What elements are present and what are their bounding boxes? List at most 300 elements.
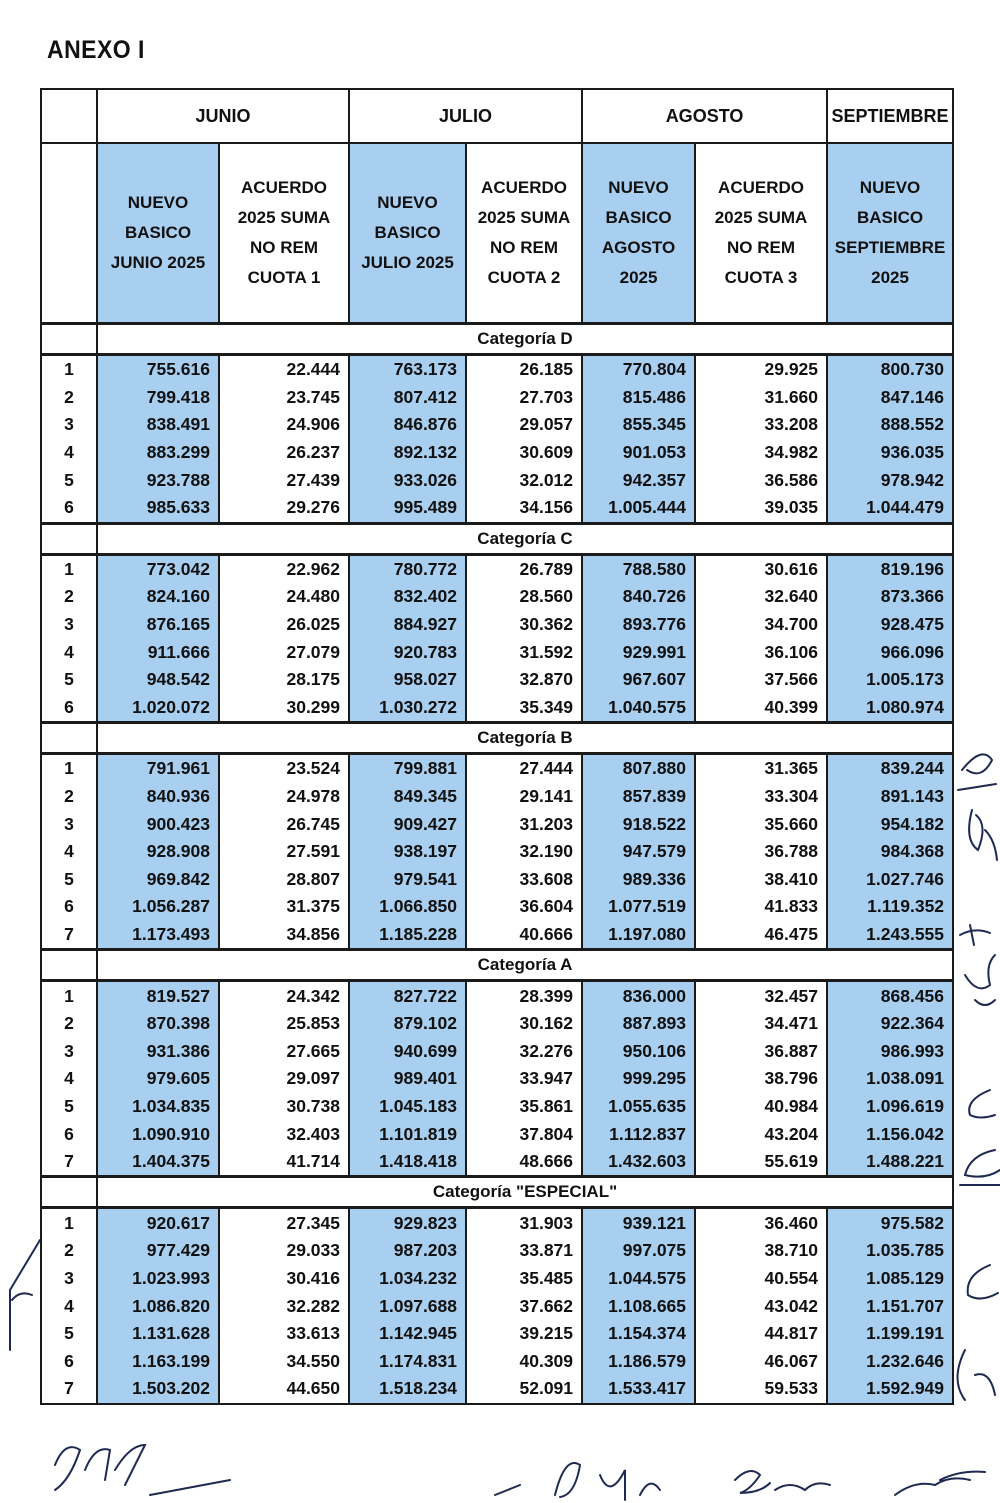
category-index-cell <box>41 1177 97 1208</box>
cell-cuota-1: 27.345 <box>219 1208 349 1237</box>
cell-cuota-2: 28.399 <box>466 981 582 1010</box>
cell-basico-julio: 799.881 <box>349 754 466 783</box>
cell-basico-agosto: 836.000 <box>582 981 695 1010</box>
cell-basico-agosto: 1.055.635 <box>582 1093 695 1121</box>
row-number: 7 <box>41 1148 97 1177</box>
cell-basico-agosto: 989.336 <box>582 866 695 894</box>
cell-cuota-1: 29.276 <box>219 494 349 523</box>
col-header-cuota-1: ACUERDO 2025 SUMA NO REM CUOTA 1 <box>219 143 349 324</box>
cell-basico-julio: 958.027 <box>349 666 466 694</box>
cell-cuota-1: 24.978 <box>219 783 349 811</box>
cell-basico-agosto: 942.357 <box>582 466 695 494</box>
cell-basico-junio: 920.617 <box>97 1208 219 1237</box>
cell-basico-julio: 933.026 <box>349 466 466 494</box>
cell-cuota-3: 46.067 <box>695 1347 827 1375</box>
row-number: 3 <box>41 810 97 838</box>
row-number: 5 <box>41 466 97 494</box>
table-row <box>41 783 953 811</box>
cell-basico-septiembre: 1.096.619 <box>827 1093 953 1121</box>
cell-basico-julio: 987.203 <box>349 1237 466 1265</box>
cell-cuota-2: 35.349 <box>466 694 582 723</box>
cell-cuota-2: 29.057 <box>466 411 582 439</box>
category-header-row <box>41 324 953 355</box>
cell-basico-julio: 979.541 <box>349 866 466 894</box>
row-number: 2 <box>41 583 97 611</box>
cell-cuota-2: 32.870 <box>466 666 582 694</box>
table-row <box>41 466 953 494</box>
cell-cuota-2: 29.141 <box>466 783 582 811</box>
cell-cuota-1: 44.650 <box>219 1375 349 1404</box>
cell-basico-agosto: 1.005.444 <box>582 494 695 523</box>
cell-basico-agosto: 1.432.603 <box>582 1148 695 1177</box>
cell-cuota-2: 37.804 <box>466 1120 582 1148</box>
cell-basico-junio: 1.020.072 <box>97 694 219 723</box>
cell-cuota-3: 36.788 <box>695 838 827 866</box>
cell-cuota-3: 34.982 <box>695 439 827 467</box>
cell-basico-junio: 883.299 <box>97 439 219 467</box>
table-row <box>41 981 953 1010</box>
row-number: 4 <box>41 439 97 467</box>
cell-basico-junio: 838.491 <box>97 411 219 439</box>
cell-basico-julio: 832.402 <box>349 583 466 611</box>
cell-basico-septiembre: 1.243.555 <box>827 921 953 950</box>
cell-cuota-1: 41.714 <box>219 1148 349 1177</box>
cell-cuota-3: 39.035 <box>695 494 827 523</box>
category-title: Categoría D <box>97 324 953 355</box>
cell-cuota-1: 23.745 <box>219 384 349 412</box>
cell-cuota-2: 32.276 <box>466 1037 582 1065</box>
cell-cuota-3: 59.533 <box>695 1375 827 1404</box>
cell-basico-septiembre: 1.080.974 <box>827 694 953 723</box>
cell-basico-junio: 876.165 <box>97 611 219 639</box>
table-row <box>41 1093 953 1121</box>
cell-cuota-1: 24.342 <box>219 981 349 1010</box>
cell-basico-septiembre: 986.993 <box>827 1037 953 1065</box>
category-header-row <box>41 523 953 554</box>
table-body <box>41 324 953 1404</box>
cell-basico-julio: 1.030.272 <box>349 694 466 723</box>
signature-bottom-3 <box>735 1471 830 1493</box>
cell-basico-agosto: 1.533.417 <box>582 1375 695 1404</box>
cell-cuota-3: 44.817 <box>695 1320 827 1348</box>
table-row <box>41 1037 953 1065</box>
cell-basico-julio: 1.097.688 <box>349 1292 466 1320</box>
cell-cuota-3: 30.616 <box>695 554 827 583</box>
cell-basico-septiembre: 1.005.173 <box>827 666 953 694</box>
cell-cuota-2: 37.662 <box>466 1292 582 1320</box>
cell-basico-septiembre: 954.182 <box>827 810 953 838</box>
cell-basico-septiembre: 975.582 <box>827 1208 953 1237</box>
corner-cell-sub <box>41 143 97 324</box>
row-number: 4 <box>41 1065 97 1093</box>
col-header-basico-junio: NUEVO BASICO JUNIO 2025 <box>97 143 219 324</box>
row-number: 3 <box>41 411 97 439</box>
cell-basico-junio: 1.173.493 <box>97 921 219 950</box>
cell-cuota-1: 30.299 <box>219 694 349 723</box>
category-header-row <box>41 1177 953 1208</box>
cell-basico-junio: 799.418 <box>97 384 219 412</box>
cell-basico-junio: 840.936 <box>97 783 219 811</box>
row-number: 6 <box>41 694 97 723</box>
cell-cuota-2: 30.162 <box>466 1010 582 1038</box>
cell-basico-agosto: 1.154.374 <box>582 1320 695 1348</box>
cell-basico-junio: 928.908 <box>97 838 219 866</box>
row-number: 1 <box>41 554 97 583</box>
cell-basico-agosto: 999.295 <box>582 1065 695 1093</box>
signature-left-1 <box>10 1240 40 1350</box>
category-index-cell <box>41 723 97 754</box>
table-row <box>41 754 953 783</box>
table-row <box>41 384 953 412</box>
cell-basico-agosto: 901.053 <box>582 439 695 467</box>
signature-right-3 <box>960 925 990 945</box>
cell-basico-agosto: 1.197.080 <box>582 921 695 950</box>
table-row <box>41 1347 953 1375</box>
cell-basico-septiembre: 1.038.091 <box>827 1065 953 1093</box>
cell-cuota-3: 31.660 <box>695 384 827 412</box>
cell-basico-julio: 1.418.418 <box>349 1148 466 1177</box>
row-number: 5 <box>41 1093 97 1121</box>
cell-basico-julio: 1.045.183 <box>349 1093 466 1121</box>
cell-basico-junio: 773.042 <box>97 554 219 583</box>
category-title: Categoría "ESPECIAL" <box>97 1177 953 1208</box>
cell-basico-junio: 791.961 <box>97 754 219 783</box>
cell-basico-septiembre: 1.027.746 <box>827 866 953 894</box>
row-number: 6 <box>41 494 97 523</box>
cell-cuota-3: 36.460 <box>695 1208 827 1237</box>
row-number: 6 <box>41 893 97 921</box>
table-row <box>41 439 953 467</box>
cell-basico-septiembre: 1.488.221 <box>827 1148 953 1177</box>
cell-basico-septiembre: 868.456 <box>827 981 953 1010</box>
cell-basico-julio: 909.427 <box>349 810 466 838</box>
cell-basico-julio: 1.185.228 <box>349 921 466 950</box>
cell-cuota-1: 26.745 <box>219 810 349 838</box>
cell-cuota-2: 39.215 <box>466 1320 582 1348</box>
table-row <box>41 1010 953 1038</box>
cell-basico-septiembre: 1.085.129 <box>827 1265 953 1293</box>
cell-basico-julio: 827.722 <box>349 981 466 1010</box>
corner-cell <box>41 89 97 143</box>
cell-basico-agosto: 1.044.575 <box>582 1265 695 1293</box>
cell-basico-agosto: 939.121 <box>582 1208 695 1237</box>
cell-cuota-3: 36.106 <box>695 638 827 666</box>
col-header-basico-julio: NUEVO BASICO JULIO 2025 <box>349 143 466 324</box>
cell-basico-agosto: 770.804 <box>582 355 695 384</box>
cell-basico-julio: 920.783 <box>349 638 466 666</box>
table-row <box>41 866 953 894</box>
table-row <box>41 666 953 694</box>
category-title: Categoría B <box>97 723 953 754</box>
cell-basico-septiembre: 928.475 <box>827 611 953 639</box>
table-row <box>41 838 953 866</box>
cell-cuota-2: 30.362 <box>466 611 582 639</box>
cell-cuota-1: 27.079 <box>219 638 349 666</box>
cell-cuota-3: 33.304 <box>695 783 827 811</box>
cell-cuota-2: 35.485 <box>466 1265 582 1293</box>
cell-basico-junio: 977.429 <box>97 1237 219 1265</box>
cell-basico-agosto: 807.880 <box>582 754 695 783</box>
table-row <box>41 1375 953 1404</box>
cell-basico-julio: 1.066.850 <box>349 893 466 921</box>
cell-cuota-3: 46.475 <box>695 921 827 950</box>
cell-cuota-1: 31.375 <box>219 893 349 921</box>
cell-cuota-2: 31.203 <box>466 810 582 838</box>
cell-basico-junio: 1.090.910 <box>97 1120 219 1148</box>
row-number: 4 <box>41 838 97 866</box>
cell-basico-junio: 1.163.199 <box>97 1347 219 1375</box>
cell-cuota-1: 34.856 <box>219 921 349 950</box>
cell-cuota-2: 26.185 <box>466 355 582 384</box>
cell-basico-agosto: 857.839 <box>582 783 695 811</box>
month-header-julio: JULIO <box>349 89 582 143</box>
cell-basico-septiembre: 1.592.949 <box>827 1375 953 1404</box>
category-index-cell <box>41 324 97 355</box>
row-number: 2 <box>41 783 97 811</box>
signature-bottom-4 <box>895 1472 985 1495</box>
cell-cuota-1: 23.524 <box>219 754 349 783</box>
cell-basico-julio: 938.197 <box>349 838 466 866</box>
signature-right-2 <box>969 810 997 860</box>
cell-basico-julio: 892.132 <box>349 439 466 467</box>
cell-cuota-3: 40.984 <box>695 1093 827 1121</box>
cell-basico-junio: 923.788 <box>97 466 219 494</box>
row-number: 2 <box>41 1237 97 1265</box>
table-row <box>41 583 953 611</box>
table-row <box>41 1065 953 1093</box>
cell-basico-agosto: 947.579 <box>582 838 695 866</box>
cell-cuota-2: 31.592 <box>466 638 582 666</box>
cell-basico-julio: 1.518.234 <box>349 1375 466 1404</box>
cell-basico-junio: 1.503.202 <box>97 1375 219 1404</box>
cell-cuota-2: 40.309 <box>466 1347 582 1375</box>
cell-basico-junio: 931.386 <box>97 1037 219 1065</box>
cell-basico-agosto: 918.522 <box>582 810 695 838</box>
cell-basico-julio: 780.772 <box>349 554 466 583</box>
cell-basico-junio: 1.023.993 <box>97 1265 219 1293</box>
cell-basico-septiembre: 888.552 <box>827 411 953 439</box>
signature-bottom-2 <box>495 1463 660 1500</box>
cell-cuota-2: 27.703 <box>466 384 582 412</box>
cell-cuota-3: 29.925 <box>695 355 827 384</box>
cell-cuota-3: 34.700 <box>695 611 827 639</box>
table-row <box>41 893 953 921</box>
cell-cuota-3: 34.471 <box>695 1010 827 1038</box>
cell-cuota-3: 55.619 <box>695 1148 827 1177</box>
cell-cuota-2: 33.608 <box>466 866 582 894</box>
cell-cuota-1: 29.033 <box>219 1237 349 1265</box>
cell-cuota-2: 32.012 <box>466 466 582 494</box>
table-row <box>41 1237 953 1265</box>
table-row <box>41 1208 953 1237</box>
cell-cuota-2: 33.947 <box>466 1065 582 1093</box>
row-number: 1 <box>41 1208 97 1237</box>
cell-basico-junio: 819.527 <box>97 981 219 1010</box>
cell-cuota-1: 22.444 <box>219 355 349 384</box>
cell-cuota-2: 34.156 <box>466 494 582 523</box>
cell-basico-junio: 1.404.375 <box>97 1148 219 1177</box>
cell-basico-junio: 969.842 <box>97 866 219 894</box>
category-header-row <box>41 723 953 754</box>
row-number: 3 <box>41 611 97 639</box>
category-index-cell <box>41 950 97 981</box>
cell-basico-septiembre: 922.364 <box>827 1010 953 1038</box>
cell-basico-agosto: 788.580 <box>582 554 695 583</box>
cell-basico-septiembre: 1.044.479 <box>827 494 953 523</box>
cell-cuota-1: 27.591 <box>219 838 349 866</box>
cell-basico-septiembre: 936.035 <box>827 439 953 467</box>
month-header-row <box>41 89 953 143</box>
cell-cuota-2: 31.903 <box>466 1208 582 1237</box>
cell-cuota-1: 29.097 <box>219 1065 349 1093</box>
cell-basico-septiembre: 839.244 <box>827 754 953 783</box>
cell-basico-junio: 1.086.820 <box>97 1292 219 1320</box>
cell-basico-agosto: 855.345 <box>582 411 695 439</box>
signature-right-8 <box>958 1350 996 1400</box>
cell-cuota-3: 35.660 <box>695 810 827 838</box>
cell-cuota-3: 36.887 <box>695 1037 827 1065</box>
cell-basico-julio: 995.489 <box>349 494 466 523</box>
cell-cuota-3: 31.365 <box>695 754 827 783</box>
cell-basico-junio: 985.633 <box>97 494 219 523</box>
row-number: 1 <box>41 981 97 1010</box>
cell-basico-septiembre: 873.366 <box>827 583 953 611</box>
cell-cuota-1: 32.282 <box>219 1292 349 1320</box>
cell-cuota-1: 22.962 <box>219 554 349 583</box>
cell-basico-septiembre: 819.196 <box>827 554 953 583</box>
cell-cuota-2: 28.560 <box>466 583 582 611</box>
cell-basico-julio: 763.173 <box>349 355 466 384</box>
col-header-basico-agosto: NUEVO BASICO AGOSTO 2025 <box>582 143 695 324</box>
cell-cuota-2: 33.871 <box>466 1237 582 1265</box>
row-number: 2 <box>41 1010 97 1038</box>
row-number: 6 <box>41 1347 97 1375</box>
cell-cuota-1: 27.439 <box>219 466 349 494</box>
cell-basico-julio: 1.034.232 <box>349 1265 466 1293</box>
row-number: 5 <box>41 666 97 694</box>
cell-cuota-2: 36.604 <box>466 893 582 921</box>
row-number: 4 <box>41 1292 97 1320</box>
cell-cuota-1: 25.853 <box>219 1010 349 1038</box>
cell-cuota-3: 38.796 <box>695 1065 827 1093</box>
category-index-cell <box>41 523 97 554</box>
cell-basico-julio: 989.401 <box>349 1065 466 1093</box>
cell-basico-septiembre: 1.119.352 <box>827 893 953 921</box>
cell-basico-septiembre: 1.035.785 <box>827 1237 953 1265</box>
cell-basico-agosto: 997.075 <box>582 1237 695 1265</box>
cell-basico-agosto: 1.077.519 <box>582 893 695 921</box>
col-header-cuota-3: ACUERDO 2025 SUMA NO REM CUOTA 3 <box>695 143 827 324</box>
table-row <box>41 411 953 439</box>
signature-right-5 <box>969 1090 995 1118</box>
row-number: 6 <box>41 1120 97 1148</box>
cell-cuota-3: 38.710 <box>695 1237 827 1265</box>
cell-basico-agosto: 967.607 <box>582 666 695 694</box>
col-header-cuota-2: ACUERDO 2025 SUMA NO REM CUOTA 2 <box>466 143 582 324</box>
cell-cuota-3: 43.204 <box>695 1120 827 1148</box>
table-row <box>41 1320 953 1348</box>
month-header-septiembre: SEPTIEMBRE <box>827 89 953 143</box>
cell-cuota-3: 40.554 <box>695 1265 827 1293</box>
row-number: 3 <box>41 1037 97 1065</box>
signature-right-1 <box>958 754 996 790</box>
table-row <box>41 810 953 838</box>
cell-basico-septiembre: 1.156.042 <box>827 1120 953 1148</box>
column-header-row <box>41 143 953 324</box>
cell-basico-agosto: 1.040.575 <box>582 694 695 723</box>
cell-basico-junio: 911.666 <box>97 638 219 666</box>
cell-cuota-3: 41.833 <box>695 893 827 921</box>
table-row <box>41 554 953 583</box>
cell-basico-julio: 807.412 <box>349 384 466 412</box>
cell-basico-julio: 884.927 <box>349 611 466 639</box>
cell-basico-junio: 979.605 <box>97 1065 219 1093</box>
cell-basico-agosto: 887.893 <box>582 1010 695 1038</box>
cell-cuota-3: 33.208 <box>695 411 827 439</box>
cell-basico-junio: 1.131.628 <box>97 1320 219 1348</box>
cell-cuota-2: 52.091 <box>466 1375 582 1404</box>
month-header-agosto: AGOSTO <box>582 89 827 143</box>
table-row <box>41 1265 953 1293</box>
cell-basico-julio: 849.345 <box>349 783 466 811</box>
cell-cuota-1: 26.025 <box>219 611 349 639</box>
cell-cuota-1: 28.807 <box>219 866 349 894</box>
cell-basico-septiembre: 984.368 <box>827 838 953 866</box>
cell-cuota-3: 37.566 <box>695 666 827 694</box>
cell-cuota-1: 24.906 <box>219 411 349 439</box>
cell-basico-junio: 1.056.287 <box>97 893 219 921</box>
table-row <box>41 638 953 666</box>
cell-basico-julio: 940.699 <box>349 1037 466 1065</box>
cell-basico-julio: 1.101.819 <box>349 1120 466 1148</box>
cell-basico-agosto: 1.112.837 <box>582 1120 695 1148</box>
cell-cuota-1: 27.665 <box>219 1037 349 1065</box>
cell-basico-junio: 824.160 <box>97 583 219 611</box>
cell-basico-septiembre: 1.199.191 <box>827 1320 953 1348</box>
category-title: Categoría C <box>97 523 953 554</box>
table-row <box>41 611 953 639</box>
row-number: 7 <box>41 1375 97 1404</box>
cell-basico-junio: 870.398 <box>97 1010 219 1038</box>
row-number: 2 <box>41 384 97 412</box>
signature-right-6 <box>960 1150 1000 1185</box>
col-header-basico-septiembre: NUEVO BASICO SEPTIEMBRE 2025 <box>827 143 953 324</box>
cell-cuota-1: 24.480 <box>219 583 349 611</box>
cell-cuota-1: 28.175 <box>219 666 349 694</box>
row-number: 1 <box>41 754 97 783</box>
cell-basico-junio: 755.616 <box>97 355 219 384</box>
cell-basico-agosto: 840.726 <box>582 583 695 611</box>
signature-right-4 <box>965 955 995 1005</box>
document-title: ANEXO I <box>47 36 145 64</box>
category-title: Categoría A <box>97 950 953 981</box>
cell-basico-agosto: 929.991 <box>582 638 695 666</box>
signature-right-7 <box>968 1265 998 1299</box>
cell-cuota-2: 40.666 <box>466 921 582 950</box>
table-row <box>41 355 953 384</box>
table-row <box>41 1292 953 1320</box>
cell-cuota-1: 30.738 <box>219 1093 349 1121</box>
cell-cuota-3: 43.042 <box>695 1292 827 1320</box>
cell-cuota-1: 32.403 <box>219 1120 349 1148</box>
salary-table <box>40 88 954 1405</box>
table-row <box>41 494 953 523</box>
cell-cuota-3: 40.399 <box>695 694 827 723</box>
cell-basico-julio: 846.876 <box>349 411 466 439</box>
cell-cuota-1: 33.613 <box>219 1320 349 1348</box>
cell-basico-septiembre: 978.942 <box>827 466 953 494</box>
cell-basico-julio: 879.102 <box>349 1010 466 1038</box>
